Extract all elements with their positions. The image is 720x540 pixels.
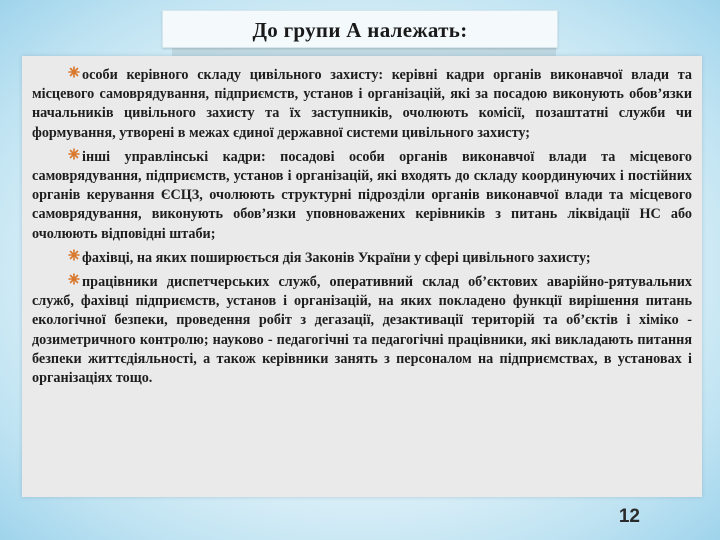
- star-bullet-icon: [68, 273, 80, 285]
- list-item-text: особи керівного складу цивільного захисту: керівні кадри органів виконавчої влади та місцевого самоврядування, підприємств, установ і організацій, які за посадою виконують обов’язки начальників цивільного захисту та їх заступників, очолюють комісії, позаштатні служби чи формування, утворені в межах єдиної державної системи цивільного захисту;: [32, 67, 692, 141]
- list-item: [32, 273, 692, 388]
- star-bullet-icon: [68, 249, 80, 261]
- page-number: 12: [618, 506, 640, 527]
- title-box: [162, 10, 558, 48]
- list-item-text: працівники диспетчерських служб, оперативний склад об’єктових аварійно-рятувальних служб, фахівці підприємств, установ і організацій, на яких покладено функції вирішення питань екологічної безпеки, проведення робіт з дегазації, дезактивації територій та об’єктів і хіміко - дозиметричного контролю; науково - педагогічні та педагогічні працівники, які викладають питання безпеки життєдіяльності, а також керівники занять з персоналом на підприємствах, в установах і організаціях тощо.: [32, 274, 692, 387]
- list-item-text: фахівці, на яких поширюється дія Законів України у сфері цивільного захисту;: [82, 249, 591, 266]
- star-bullet-icon: [68, 148, 80, 160]
- star-bullet-icon: [68, 66, 80, 78]
- list-item-text: інші управлінські кадри: посадові особи органів виконавчої влади та місцевого самоврядування, підприємств, установ і організацій, які входять до складу координуючих і постійних органів керування ЄСЦЗ, очолюють структурні підрозділи органів виконавчої влади та місцевого самоврядування, виконують обов’язки уповноважених керівників з питань ліквідації НС або очолюють відповідні штаби;: [32, 148, 692, 242]
- slide-title: До групи А належать:: [252, 18, 468, 42]
- content-panel: [22, 56, 702, 497]
- list-item: [32, 148, 692, 244]
- list-item: [32, 66, 692, 143]
- list-item: [32, 249, 692, 268]
- content-list: [32, 66, 692, 393]
